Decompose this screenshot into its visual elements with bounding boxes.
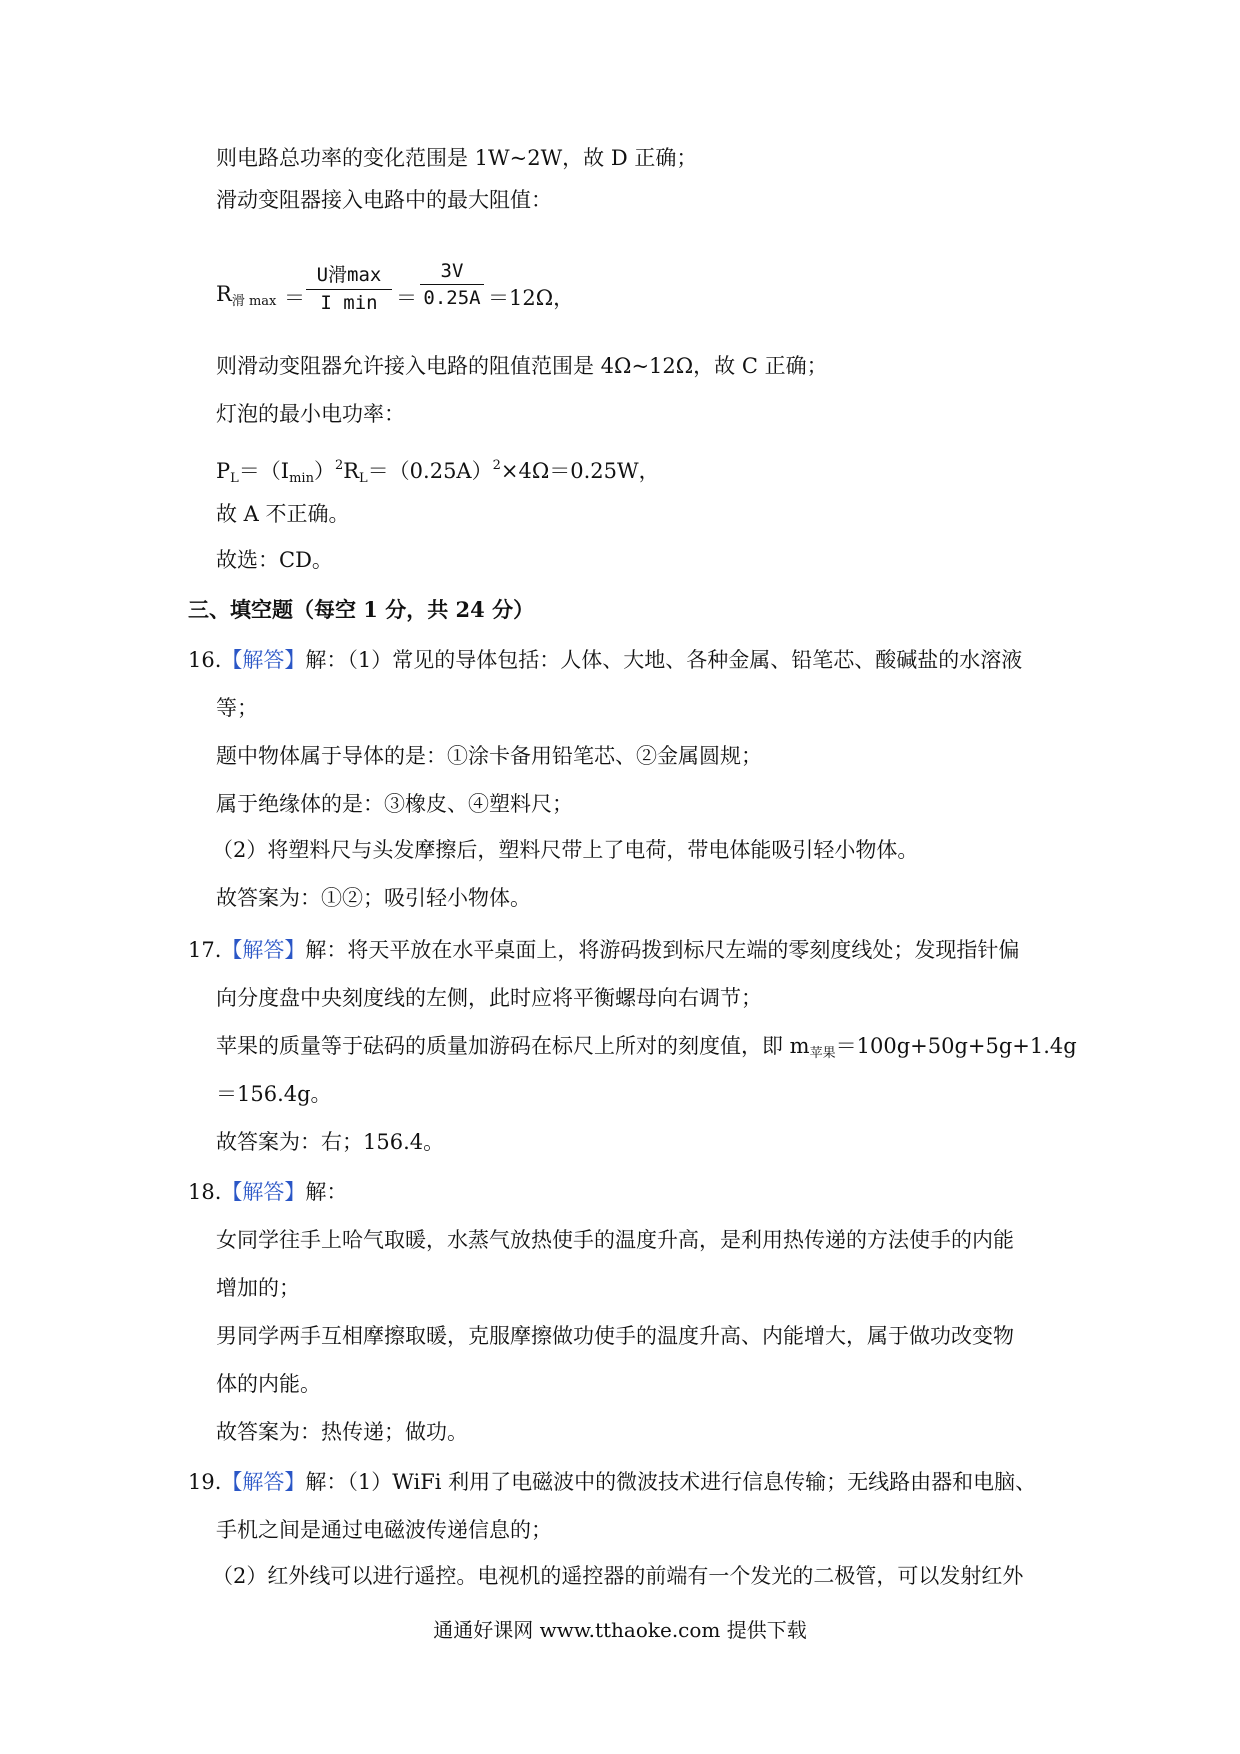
- text-line: 故答案为：右；156.4。: [216, 1130, 445, 1154]
- text-line: ＝156.4g。: [216, 1082, 332, 1106]
- fraction-numerator: 3V: [440, 260, 464, 282]
- question-17-first-line: 17.【解答】解：将天平放在水平桌面上，将游码拨到标尺左端的零刻度线处；发现指针偏: [188, 938, 1020, 962]
- formula-result: ＝12Ω，: [488, 286, 575, 310]
- page-footer: 通通好课网 www.tthaoke.com 提供下载: [433, 1618, 807, 1642]
- fraction-bar: [420, 284, 484, 285]
- section-heading: 三、填空题（每空 1 分，共 24 分）: [188, 597, 535, 622]
- question-number: 18.: [188, 1180, 222, 1204]
- answer-tag: 【解答】: [221, 938, 306, 962]
- text-line: 属于绝缘体的是：③橡皮、④塑料尺；: [216, 792, 573, 816]
- text-line: 等；: [216, 696, 258, 720]
- question-number: 19.: [188, 1470, 222, 1494]
- text-line: 灯泡的最小电功率：: [216, 402, 405, 426]
- fraction-numerator: U滑max: [316, 264, 382, 286]
- text-line: 故选：CD。: [216, 548, 333, 572]
- answer-tag: 【解答】: [221, 1180, 306, 1204]
- text-line: 体的内能。: [216, 1372, 321, 1396]
- fraction-voltage-current: [306, 260, 392, 314]
- answer-tag: 【解答】: [221, 1470, 306, 1494]
- text-line: 题中物体属于导体的是：①涂卡备用铅笔芯、②金属圆规；: [216, 744, 762, 768]
- text-line: 故答案为：热传递；做功。: [216, 1420, 468, 1444]
- fraction-bar: [306, 289, 392, 290]
- formula-equals: ＝: [284, 286, 305, 310]
- answer-tag: 【解答】: [221, 648, 306, 672]
- text-line: 增加的；: [216, 1276, 300, 1300]
- fraction-denominator: I min: [320, 292, 378, 314]
- question-number: 17.: [188, 938, 222, 962]
- text-line: 则电路总功率的变化范围是 1W~2W，故 D 正确；: [216, 146, 698, 170]
- formula-subscript: 滑 max: [231, 294, 277, 309]
- text-line: 故 A 不正确。: [216, 502, 350, 526]
- text-line: 滑动变阻器接入电路中的最大阻值：: [216, 188, 552, 212]
- fraction-denominator: 0.25A: [423, 287, 481, 309]
- text-line: 手机之间是通过电磁波传递信息的；: [216, 1518, 552, 1542]
- formula-symbol: R: [216, 282, 232, 306]
- question-19-first-line: 19.【解答】解：（1）WiFi 利用了电磁波中的微波技术进行信息传输；无线路由器和电脑、: [188, 1470, 1037, 1494]
- text-line: 女同学往手上哈气取暖，水蒸气放热使手的温度升高，是利用热传递的方法使手的内能: [216, 1228, 1014, 1252]
- text-line: 男同学两手互相摩擦取暖，克服摩擦做功使手的温度升高、内能增大，属于做功改变物: [216, 1324, 1014, 1348]
- text-line: 向分度盘中央刻度线的左侧，此时应将平衡螺母向右调节；: [216, 986, 762, 1010]
- text-line: （2）将塑料尺与头发摩擦后，塑料尺带上了电荷，带电体能吸引轻小物体。: [212, 838, 919, 862]
- text-line: 故答案为：①②；吸引轻小物体。: [216, 886, 531, 910]
- text-line: 则滑动变阻器允许接入电路的阻值范围是 4Ω~12Ω，故 C 正确；: [216, 354, 828, 378]
- formula-equals: ＝: [396, 286, 417, 310]
- text-line: （2）红外线可以进行遥控。电视机的遥控器的前端有一个发光的二极管，可以发射红外: [212, 1564, 1024, 1588]
- fraction-values: [420, 260, 484, 309]
- question-16-first-line: 16.【解答】解：（1）常见的导体包括：人体、大地、各种金属、铅笔芯、酸碱盐的水溶液: [188, 648, 1023, 672]
- question-18-first-line: 18.【解答】解：: [188, 1180, 348, 1204]
- question-number: 16.: [188, 648, 222, 672]
- formula-lamp-power: $P_L=(I_{min})^2R_L=(0.25A)^2\times 4\Omega=0.25W$，: [216, 458, 660, 486]
- text-line-mass: 苹果的质量等于砝码的质量加游码在标尺上所对的刻度值，即 $m_{苹果}=100g+50g+5g+1.4g$: [216, 1034, 1077, 1061]
